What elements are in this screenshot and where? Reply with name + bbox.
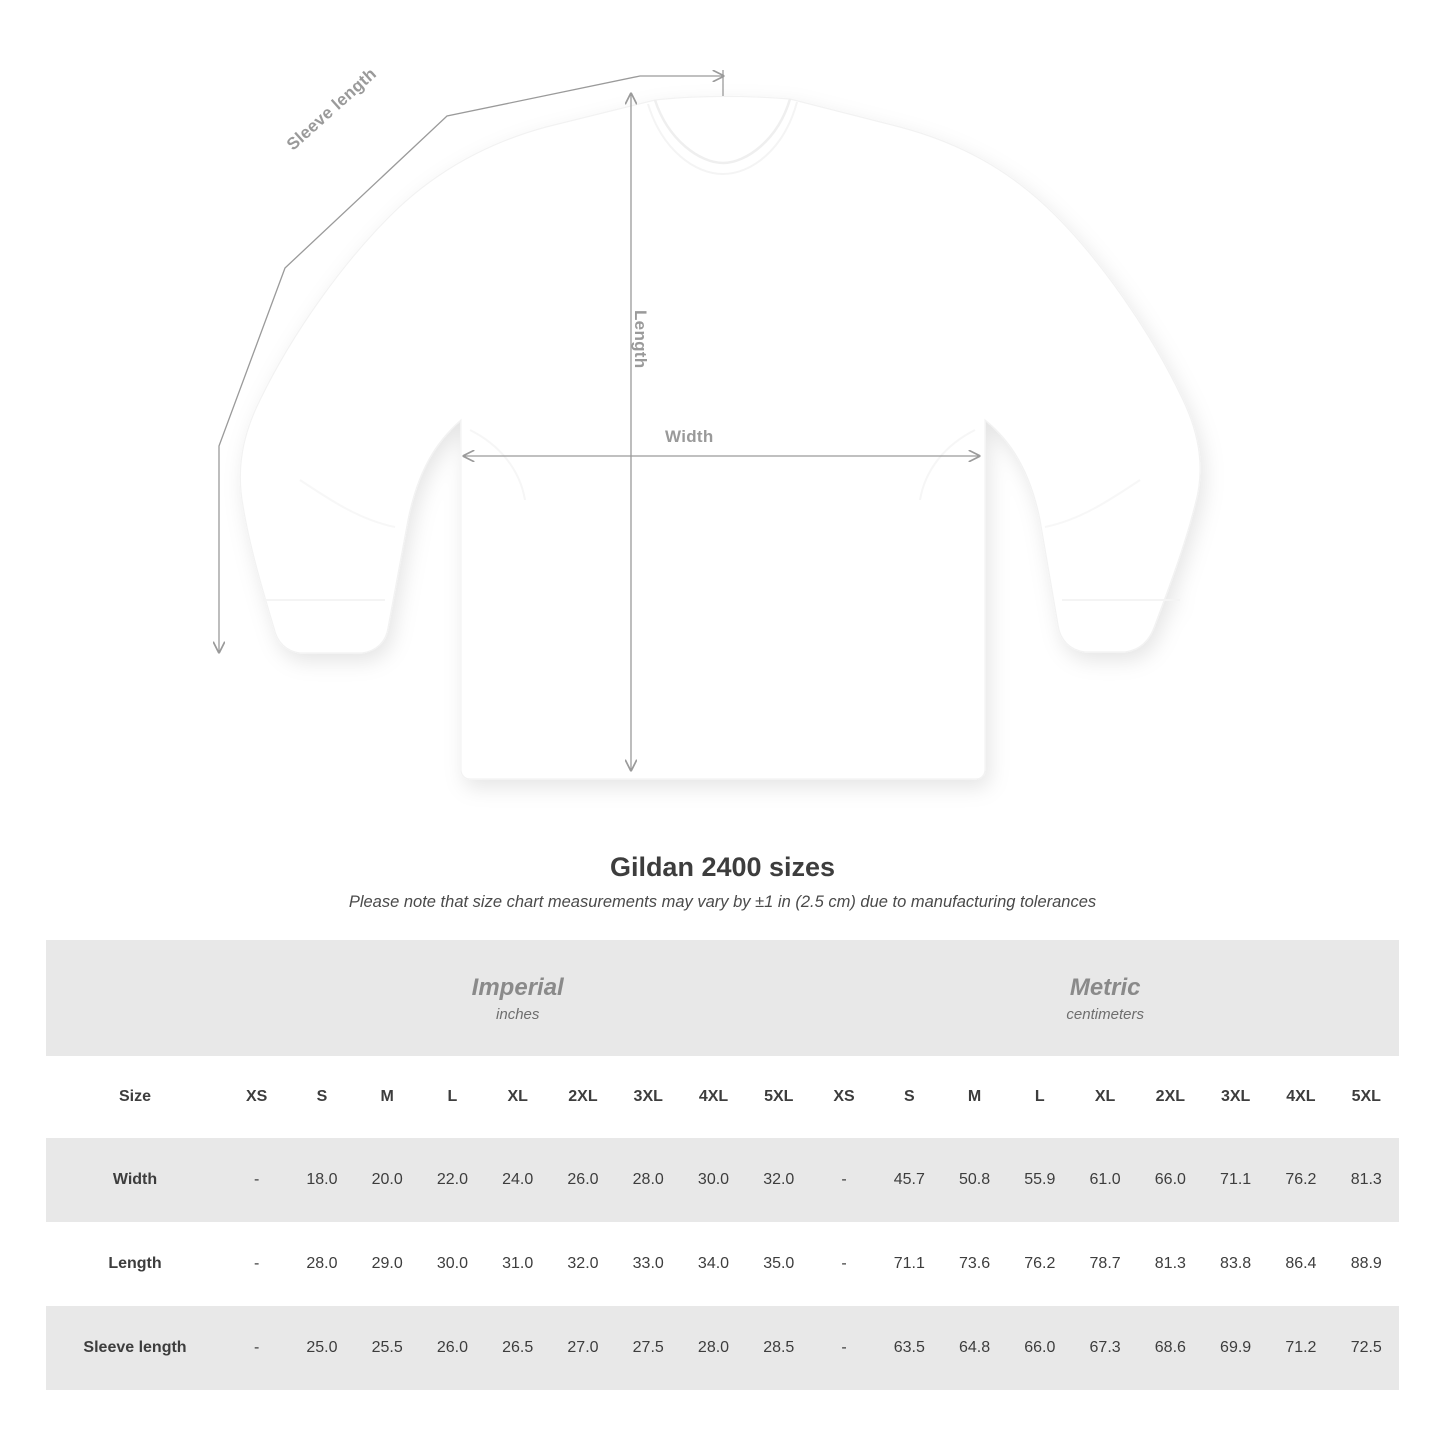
measurement-cell: 78.7 bbox=[1072, 1222, 1137, 1306]
measurement-cell: 32.0 bbox=[550, 1222, 615, 1306]
measurement-cell: 68.6 bbox=[1138, 1306, 1203, 1390]
measurement-cell: 35.0 bbox=[746, 1222, 811, 1306]
size-header-cell: L bbox=[1007, 1056, 1072, 1138]
measurement-cell: 28.0 bbox=[289, 1222, 354, 1306]
size-header-cell: 4XL bbox=[681, 1056, 746, 1138]
unit-system-header-metric bbox=[811, 940, 1399, 1056]
width-dimension-label: Width bbox=[665, 427, 714, 446]
size-header-cell: M bbox=[355, 1056, 420, 1138]
measurement-cell: 71.1 bbox=[1203, 1138, 1268, 1222]
unit-system-header-row bbox=[46, 940, 1399, 1056]
measurement-cell: 33.0 bbox=[616, 1222, 681, 1306]
measurement-cell: 20.0 bbox=[355, 1138, 420, 1222]
measurement-cell: 30.0 bbox=[420, 1222, 485, 1306]
size-header-cell: M bbox=[942, 1056, 1007, 1138]
measurement-cell: 86.4 bbox=[1268, 1222, 1333, 1306]
measurement-cell: 28.0 bbox=[681, 1306, 746, 1390]
measurement-row-label: Length bbox=[46, 1222, 224, 1306]
measurement-cell: 45.7 bbox=[877, 1138, 942, 1222]
measurement-cell: 28.0 bbox=[616, 1138, 681, 1222]
measurement-cell: 24.0 bbox=[485, 1138, 550, 1222]
measurement-cell: - bbox=[224, 1306, 289, 1390]
measurement-row-label: Width bbox=[46, 1138, 224, 1222]
page-title: Gildan 2400 sizes bbox=[609, 852, 836, 882]
size-header-cell: 4XL bbox=[1268, 1056, 1333, 1138]
measurement-cell: 18.0 bbox=[289, 1138, 354, 1222]
size-header-cell: 3XL bbox=[616, 1056, 681, 1138]
size-column-header: Size bbox=[46, 1056, 224, 1138]
measurement-cell: 32.0 bbox=[746, 1138, 811, 1222]
size-header-row bbox=[46, 1056, 1399, 1138]
measurement-cell: 34.0 bbox=[681, 1222, 746, 1306]
measurement-cell: 73.6 bbox=[942, 1222, 1007, 1306]
measurement-cell: 69.9 bbox=[1203, 1306, 1268, 1390]
measurement-cell: 26.5 bbox=[485, 1306, 550, 1390]
measurement-cell: 26.0 bbox=[420, 1306, 485, 1390]
table-row bbox=[46, 1306, 1399, 1390]
sleeve-length-dimension-label: Sleeve length bbox=[283, 64, 381, 155]
measurement-cell: 72.5 bbox=[1334, 1306, 1399, 1390]
measurement-cell: 66.0 bbox=[1138, 1138, 1203, 1222]
size-header-cell: XS bbox=[811, 1056, 876, 1138]
measurement-row-label: Sleeve length bbox=[46, 1306, 224, 1390]
size-header-cell: L bbox=[420, 1056, 485, 1138]
unit-system-name: Metric bbox=[1069, 974, 1141, 1001]
shirt-shape bbox=[240, 96, 1200, 779]
measurement-cell: - bbox=[811, 1222, 876, 1306]
table-corner-blank bbox=[46, 940, 224, 1056]
measurement-cell: 25.5 bbox=[355, 1306, 420, 1390]
measurement-cell: 25.0 bbox=[289, 1306, 354, 1390]
measurement-cell: 31.0 bbox=[485, 1222, 550, 1306]
measurement-cell: 88.9 bbox=[1334, 1222, 1399, 1306]
size-header-cell: 2XL bbox=[550, 1056, 615, 1138]
tolerance-note: Please note that size chart measurements may vary by ±1 in (2.5 cm) due to manufacturing tolerances bbox=[348, 893, 1097, 911]
measurement-cell: - bbox=[811, 1138, 876, 1222]
measurement-cell: 83.8 bbox=[1203, 1222, 1268, 1306]
measurement-cell: - bbox=[224, 1222, 289, 1306]
measurement-cell: 30.0 bbox=[681, 1138, 746, 1222]
title-block bbox=[0, 852, 1445, 912]
measurement-cell: 71.2 bbox=[1268, 1306, 1333, 1390]
measurement-cell: 67.3 bbox=[1072, 1306, 1137, 1390]
size-chart-table bbox=[46, 940, 1399, 1390]
measurement-cell: - bbox=[224, 1138, 289, 1222]
unit-system-unit: centimeters bbox=[1066, 1006, 1144, 1023]
length-dimension-label: Length bbox=[631, 310, 650, 369]
size-header-cell: XS bbox=[224, 1056, 289, 1138]
measurement-cell: 29.0 bbox=[355, 1222, 420, 1306]
size-header-cell: 5XL bbox=[746, 1056, 811, 1138]
unit-system-header-imperial bbox=[224, 940, 811, 1056]
size-header-cell: 2XL bbox=[1138, 1056, 1203, 1138]
size-table-wrapper bbox=[46, 940, 1399, 1390]
measurement-cell: - bbox=[811, 1306, 876, 1390]
measurement-cell: 81.3 bbox=[1334, 1138, 1399, 1222]
measurement-cell: 64.8 bbox=[942, 1306, 1007, 1390]
measurement-cell: 55.9 bbox=[1007, 1138, 1072, 1222]
measurement-cell: 66.0 bbox=[1007, 1306, 1072, 1390]
size-header-cell: XL bbox=[485, 1056, 550, 1138]
measurement-cell: 61.0 bbox=[1072, 1138, 1137, 1222]
measurement-cell: 63.5 bbox=[877, 1306, 942, 1390]
measurement-cell: 27.5 bbox=[616, 1306, 681, 1390]
unit-system-name: Imperial bbox=[471, 974, 564, 1001]
size-header-cell: XL bbox=[1072, 1056, 1137, 1138]
measurement-cell: 76.2 bbox=[1268, 1138, 1333, 1222]
size-header-cell: 3XL bbox=[1203, 1056, 1268, 1138]
measurement-cell: 27.0 bbox=[550, 1306, 615, 1390]
measurement-cell: 22.0 bbox=[420, 1138, 485, 1222]
measurement-cell: 28.5 bbox=[746, 1306, 811, 1390]
table-row bbox=[46, 1222, 1399, 1306]
size-header-cell: S bbox=[289, 1056, 354, 1138]
measurement-cell: 81.3 bbox=[1138, 1222, 1203, 1306]
unit-system-unit: inches bbox=[496, 1006, 540, 1023]
size-header-cell: 5XL bbox=[1334, 1056, 1399, 1138]
measurement-cell: 71.1 bbox=[877, 1222, 942, 1306]
table-row bbox=[46, 1138, 1399, 1222]
size-header-cell: S bbox=[877, 1056, 942, 1138]
measurement-cell: 50.8 bbox=[942, 1138, 1007, 1222]
measurement-cell: 76.2 bbox=[1007, 1222, 1072, 1306]
measurement-cell: 26.0 bbox=[550, 1138, 615, 1222]
